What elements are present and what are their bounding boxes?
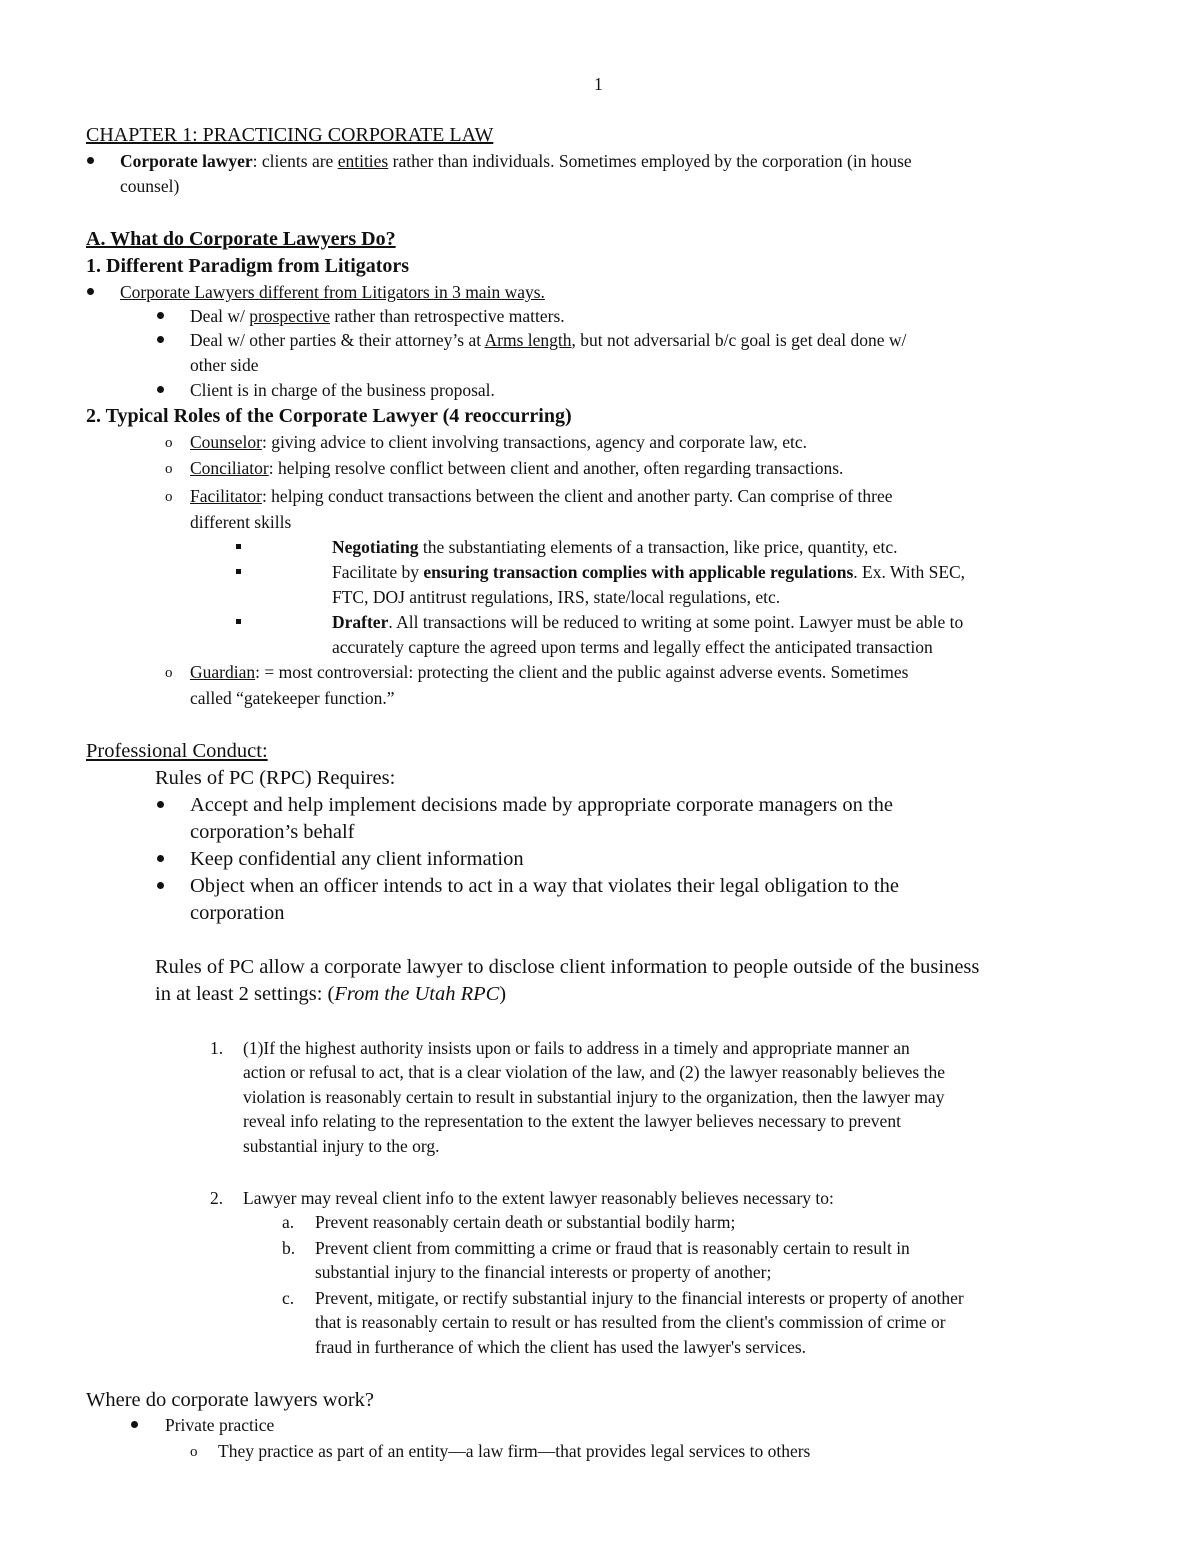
section-2-heading: 2. Typical Roles of the Corporate Lawyer (4 reoccurring) [86,405,572,427]
skill-facilitate-cont: FTC, DOJ antitrust regulations, IRS, state/local regulations, etc. [332,587,781,607]
sub-item-b-cont: substantial injury to the financial interests or property of another; [315,1262,772,1282]
page-number: 1 [594,74,603,94]
litigators-main-point: Corporate Lawyers different from Litigators in 3 main ways. [120,282,545,302]
circle-bullet: o [165,461,173,477]
chapter-title: CHAPTER 1: PRACTICING CORPORATE LAW [86,124,494,146]
sub-list-label: b. [282,1238,296,1258]
sub-item-c-cont-2: fraud in furtherance of which the client has used the lawyer's services. [315,1337,807,1357]
bullet [157,882,164,889]
square-bullet [236,544,241,549]
sub-item-b: Prevent client from committing a crime or fraud that is reasonably certain to result in [315,1238,910,1258]
skill-drafter-cont: accurately capture the agreed upon terms and legally effect the anticipated transaction [332,637,933,657]
sub-list-label: a. [282,1212,295,1232]
rpc-allow-line-2: in at least 2 settings: (From the Utah RPC) [155,983,507,1005]
where-heading: Where do corporate lawyers work? [86,1389,375,1411]
intro-line-1: Corporate lawyer: clients are entities rather than individuals. Sometimes employed by the corporation (in house [120,151,912,171]
rpc-allow-line-1: Rules of PC allow a corporate lawyer to disclose client information to people outside of the business [155,956,980,978]
professional-conduct-heading: Professional Conduct: [86,740,268,762]
list-item-1-line-3: violation is reasonably certain to result in substantial injury to the organization, then the lawyer may [243,1087,945,1107]
role-guardian-cont: called “gatekeeper function.” [190,688,395,708]
skill-facilitate: Facilitate by ensuring transaction complies with applicable regulations. Ex. With SEC, [332,562,966,582]
rpc-rule-3: Object when an officer intends to act in a way that violates their legal obligation to the [190,875,899,897]
sub-item-a: Prevent reasonably certain death or substantial bodily harm; [315,1212,736,1232]
role-guardian: Guardian: = most controversial: protecting the client and the public against adverse events. Sometimes [190,662,909,682]
sub-item-c: Prevent, mitigate, or rectify substantial injury to the financial interests or property of another [315,1288,964,1308]
skill-negotiating: Negotiating the substantiating elements of a transaction, like price, quantity, etc. [332,537,898,557]
rpc-rule-3-cont: corporation [190,902,285,924]
circle-bullet: o [190,1444,198,1460]
skill-drafter: Drafter. All transactions will be reduced to writing at some point. Lawyer must be able to [332,612,964,632]
sub-item-c-cont-1: that is reasonably certain to result or has resulted from the client's commission of crime or [315,1312,946,1332]
intro-line-2: counsel) [120,176,180,196]
square-bullet [236,569,241,574]
bullet [157,386,164,393]
rpc-rule-2: Keep confidential any client information [190,848,524,870]
role-conciliator: Conciliator: helping resolve conflict between client and another, often regarding transactions. [190,458,844,478]
private-practice: Private practice [165,1415,275,1435]
bullet [87,157,94,164]
bullet [87,288,94,295]
circle-bullet: o [165,489,173,505]
section-1-heading: 1. Different Paradigm from Litigators [86,255,410,277]
litigators-point-3: Client is in charge of the business proposal. [190,380,495,400]
rpc-rule-1-cont: corporation’s behalf [190,821,355,843]
rpc-requires: Rules of PC (RPC) Requires: [155,767,396,789]
list-item-1-line-1: (1)If the highest authority insists upon or fails to address in a timely and appropriate manner an [243,1038,910,1058]
litigators-point-2: Deal w/ other parties & their attorney’s at Arms length, but not adversarial b/c goal is get deal done w/ [190,330,907,350]
bullet [157,801,164,808]
list-item-1-line-5: substantial injury to the org. [243,1136,440,1156]
bullet [157,336,164,343]
role-facilitator-cont: different skills [190,512,292,532]
list-number: 1. [210,1038,224,1058]
circle-bullet: o [165,665,173,681]
private-practice-detail: They practice as part of an entity—a law firm—that provides legal services to others [218,1441,811,1461]
rpc-rule-1: Accept and help implement decisions made by appropriate corporate managers on the [190,794,894,816]
role-counselor: Counselor: giving advice to client involving transactions, agency and corporate law, etc. [190,432,808,452]
list-item-1-line-4: reveal info relating to the representation to the extent the lawyer believes necessary to prevent [243,1111,901,1131]
list-item-1-line-2: action or refusal to act, that is a clear violation of the law, and (2) the lawyer reasonably believes the [243,1062,945,1082]
bullet [157,312,164,319]
litigators-point-2-cont: other side [190,355,259,375]
circle-bullet: o [165,435,173,451]
square-bullet [236,619,241,624]
litigators-point-1: Deal w/ prospective rather than retrospective matters. [190,306,565,326]
section-a-heading: A. What do Corporate Lawyers Do? [86,228,396,250]
sub-list-label: c. [282,1288,295,1308]
bullet [157,855,164,862]
list-number: 2. [210,1188,224,1208]
bullet [131,1421,138,1428]
role-facilitator: Facilitator: helping conduct transactions between the client and another party. Can comprise of three [190,486,893,506]
list-item-2: Lawyer may reveal client info to the extent lawyer reasonably believes necessary to: [243,1188,834,1208]
